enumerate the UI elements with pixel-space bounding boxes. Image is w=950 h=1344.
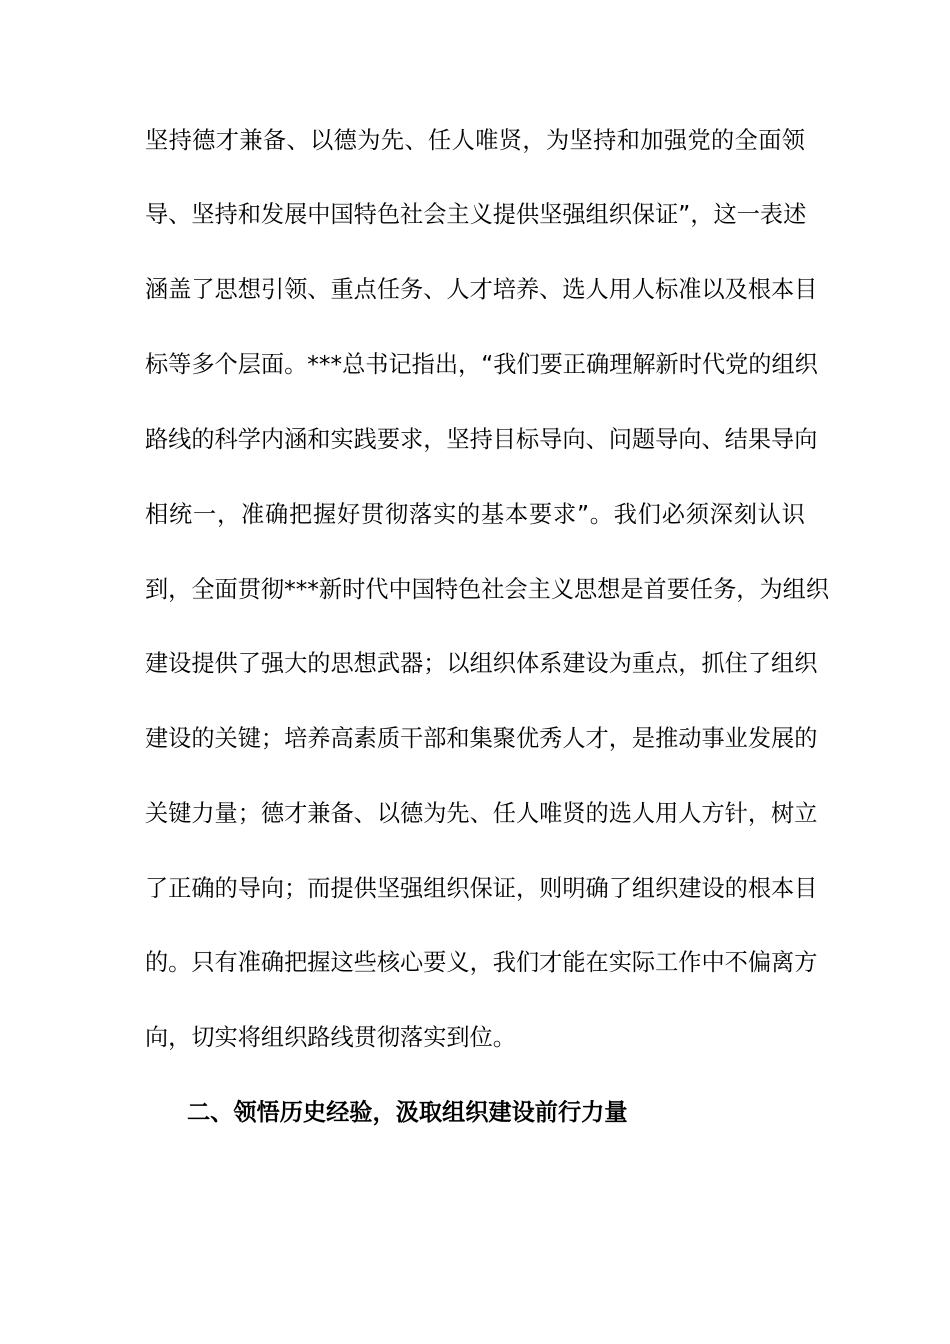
paragraph-line: 相统一，准确把握好贯彻落实的基本要求”。我们必须深刻认识: [145, 501, 805, 528]
paragraph-line: 路线的科学内涵和实践要求，坚持目标导向、问题导向、结果导向: [145, 426, 818, 453]
paragraph-line: 导、坚持和发展中国特色社会主义提供坚强组织保证”，这一表述: [145, 201, 807, 228]
paragraph-line: 涵盖了思想引领、重点任务、人才培养、选人用人标准以及根本目: [145, 276, 818, 303]
paragraph-line: 向，切实将组织路线贯彻落实到位。: [145, 1024, 516, 1051]
paragraph-line: 建设提供了强大的思想武器；以组织体系建设为重点，抓住了组织: [145, 650, 818, 677]
section-heading: 二、领悟历史经验，汲取组织建设前行力量: [187, 1099, 628, 1126]
paragraph-line: 到，全面贯彻***新时代中国特色社会主义思想是首要任务，为组织: [145, 576, 830, 603]
paragraph-line: 坚持德才兼备、以德为先、任人唯贤，为坚持和加强党的全面领: [145, 127, 805, 154]
paragraph-line: 了正确的导向；而提供坚强组织保证，则明确了组织建设的根本目: [145, 875, 818, 902]
paragraph-line: 关键力量；德才兼备、以德为先、任人唯贤的选人用人方针，树立: [145, 800, 818, 827]
paragraph-line: 建设的关键；培养高素质干部和集聚优秀人才，是推动事业发展的: [145, 725, 818, 752]
paragraph-line: 的。只有准确把握这些核心要义，我们才能在实际工作中不偏离方: [145, 949, 818, 976]
paragraph-line: 标等多个层面。***总书记指出，“我们要正确理解新时代党的组织: [145, 351, 818, 378]
